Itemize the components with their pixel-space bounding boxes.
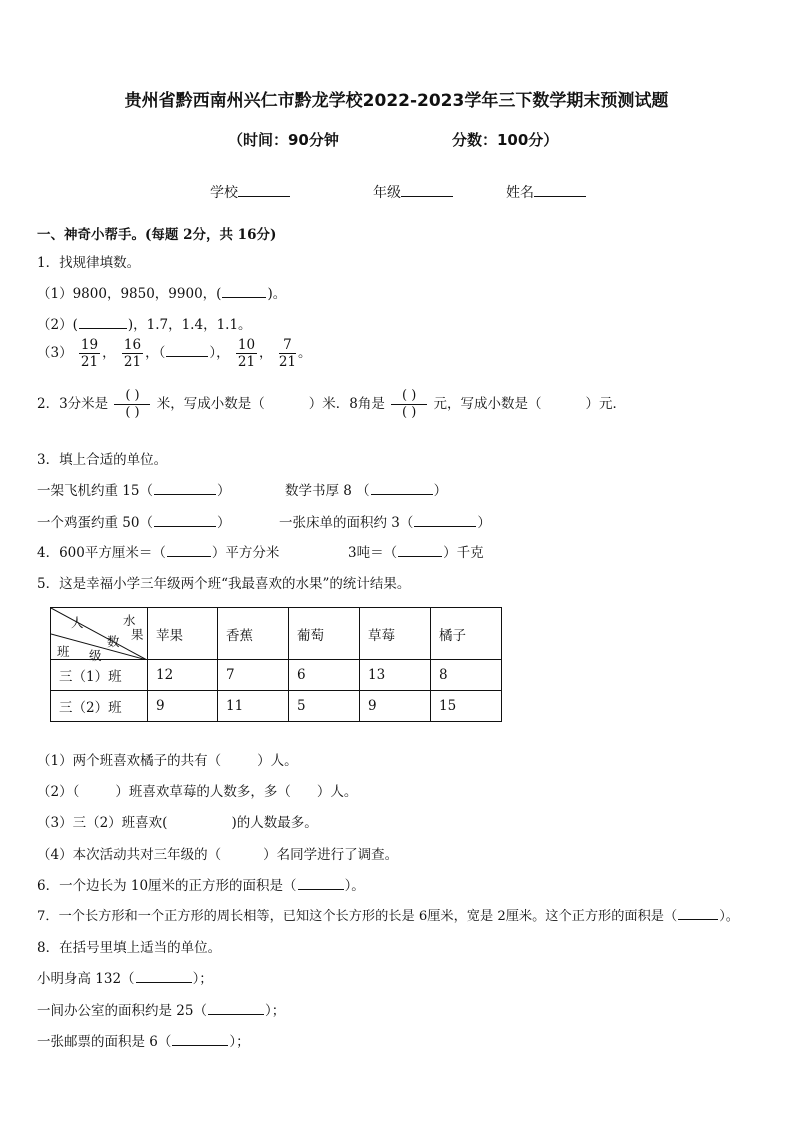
answer-blank[interactable] (172, 1033, 228, 1046)
diagonal-header-cell (51, 608, 148, 663)
answer-blank[interactable] (166, 344, 208, 357)
q4-a: 4．600平方厘米＝（ ）平方分米 (37, 545, 280, 561)
table-row (51, 660, 502, 691)
table-cell: 8 (431, 660, 502, 691)
q4-b: 3吨＝（ ）千克 (348, 545, 484, 561)
corner-shu: 数 (107, 634, 120, 649)
row-label: 三（1）班 (51, 660, 148, 691)
q5-sub4: （4）本次活动共对三年级的（ ）名同学进行了调查。 (37, 847, 399, 863)
q1-part2: （2）( )，1.7，1.4，1.1。 (37, 317, 252, 333)
name-blank[interactable] (534, 182, 586, 197)
fruit-stats-table (50, 607, 502, 722)
table-row (51, 691, 502, 722)
table-cell: 13 (360, 660, 431, 691)
q3-a: 一架飞机约重 15（ ） (37, 483, 231, 499)
column-header: 草莓 (360, 608, 431, 660)
q5-sub1: （1）两个班喜欢橘子的共有（ ）人。 (37, 753, 298, 769)
name-label: 姓名 (506, 185, 534, 201)
fraction-10-21: $\frac{10}{21}$ (237, 337, 256, 370)
table-cell: 15 (431, 691, 502, 722)
answer-blank[interactable] (167, 544, 211, 557)
grade-field[interactable] (373, 182, 453, 202)
q6: 6．一个边长为 10厘米的正方形的面积是（ ）。 (37, 878, 365, 894)
section-title: 一、神奇小帮手。(每题 2分，共 16分) (37, 227, 277, 243)
q3-b: 数学书厚 8 （ ） (285, 483, 448, 499)
table-cell: 7 (218, 660, 289, 691)
exam-score: 分数：100分） (452, 131, 559, 149)
q3-c: 一个鸡蛋约重 50（ ） (37, 515, 231, 531)
corner-ban: 班 (57, 644, 70, 659)
table-cell: 12 (148, 660, 218, 691)
answer-blank[interactable] (208, 1002, 264, 1015)
school-blank[interactable] (238, 182, 290, 197)
answer-blank[interactable] (298, 877, 344, 890)
column-header: 苹果 (148, 608, 218, 660)
fraction-19-21: $\frac{19}{21}$ (80, 337, 99, 370)
row-label: 三（2）班 (51, 691, 148, 722)
table-cell: 9 (360, 691, 431, 722)
answer-blank[interactable] (678, 907, 718, 920)
q8-b: 一间办公室的面积约是 25（ ）； (37, 1003, 286, 1019)
answer-blank[interactable] (414, 514, 476, 527)
answer-blank[interactable] (154, 482, 216, 495)
q1-stem: 1．找规律填数。 (37, 255, 141, 271)
answer-blank[interactable] (136, 970, 192, 983)
q8-c: 一张邮票的面积是 6（ ）； (37, 1034, 250, 1050)
answer-blank[interactable] (371, 482, 433, 495)
q5-sub2: （2）（ ）班喜欢草莓的人数多，多（ ）人。 (37, 784, 358, 800)
column-header: 橘子 (431, 608, 502, 660)
fraction-7-21: $\frac{7}{21}$ (278, 337, 297, 370)
q3-stem: 3．填上合适的单位。 (37, 452, 168, 468)
answer-blank[interactable] (79, 316, 127, 329)
q1-part3: （3） $\frac{19}{21}$ ， $\frac{16}{21}$ ，（ ）， $\frac{10}{21}$ ， $\frac{7}{21}$ 。 (37, 337, 312, 370)
page-title: 贵州省黔西南州兴仁市黔龙学校2022-2023学年三下数学期末预测试题 (124, 91, 669, 111)
table-cell: 11 (218, 691, 289, 722)
q8-stem: 8．在括号里填上适当的单位。 (37, 940, 222, 956)
answer-blank[interactable] (398, 544, 442, 557)
q8-a: 小明身高 132（ ）； (37, 971, 213, 987)
q1-part1: （1）9800，9850，9900，( )。 (37, 286, 287, 302)
column-header: 香蕉 (218, 608, 289, 660)
exam-time: （时间：90分钟 (228, 131, 339, 149)
corner-ji: 级 (89, 648, 102, 663)
answer-blank[interactable] (222, 285, 266, 298)
table-cell: 5 (289, 691, 360, 722)
q5-stem: 5．这是幸福小学三年级两个班“我最喜欢的水果”的统计结果。 (37, 576, 411, 592)
corner-ren: 人 (71, 615, 84, 630)
grade-label: 年级 (373, 185, 401, 201)
name-field[interactable] (506, 182, 586, 202)
q5-sub3: （3）三（2）班喜欢( )的人数最多。 (37, 815, 318, 831)
corner-guo: 果 (131, 627, 144, 642)
q3-d: 一张床单的面积约 3（ ） (279, 515, 491, 531)
school-field[interactable] (210, 182, 290, 202)
q2: 2．3分米是 ( ) ( ) 米，写成小数是（ ）米．8角是 ( ) ( ) 元，写成小数是（ ）元． (37, 388, 626, 420)
corner-shui: 水 (123, 613, 136, 628)
grade-blank[interactable] (401, 182, 453, 197)
fraction-blank[interactable]: ( ) ( ) (391, 388, 427, 421)
school-label: 学校 (210, 185, 238, 201)
fraction-16-21: $\frac{16}{21}$ (123, 337, 142, 370)
fraction-blank[interactable]: ( ) ( ) (114, 388, 150, 421)
column-header: 葡萄 (289, 608, 360, 660)
table-cell: 6 (289, 660, 360, 691)
table-header-row (51, 608, 502, 660)
answer-blank[interactable] (154, 514, 216, 527)
table-cell: 9 (148, 691, 218, 722)
q7: 7．一个长方形和一个正方形的周长相等，已知这个长方形的长是 6厘米，宽是 2厘米。这个正方形的面积是（ ）。 (37, 909, 739, 924)
